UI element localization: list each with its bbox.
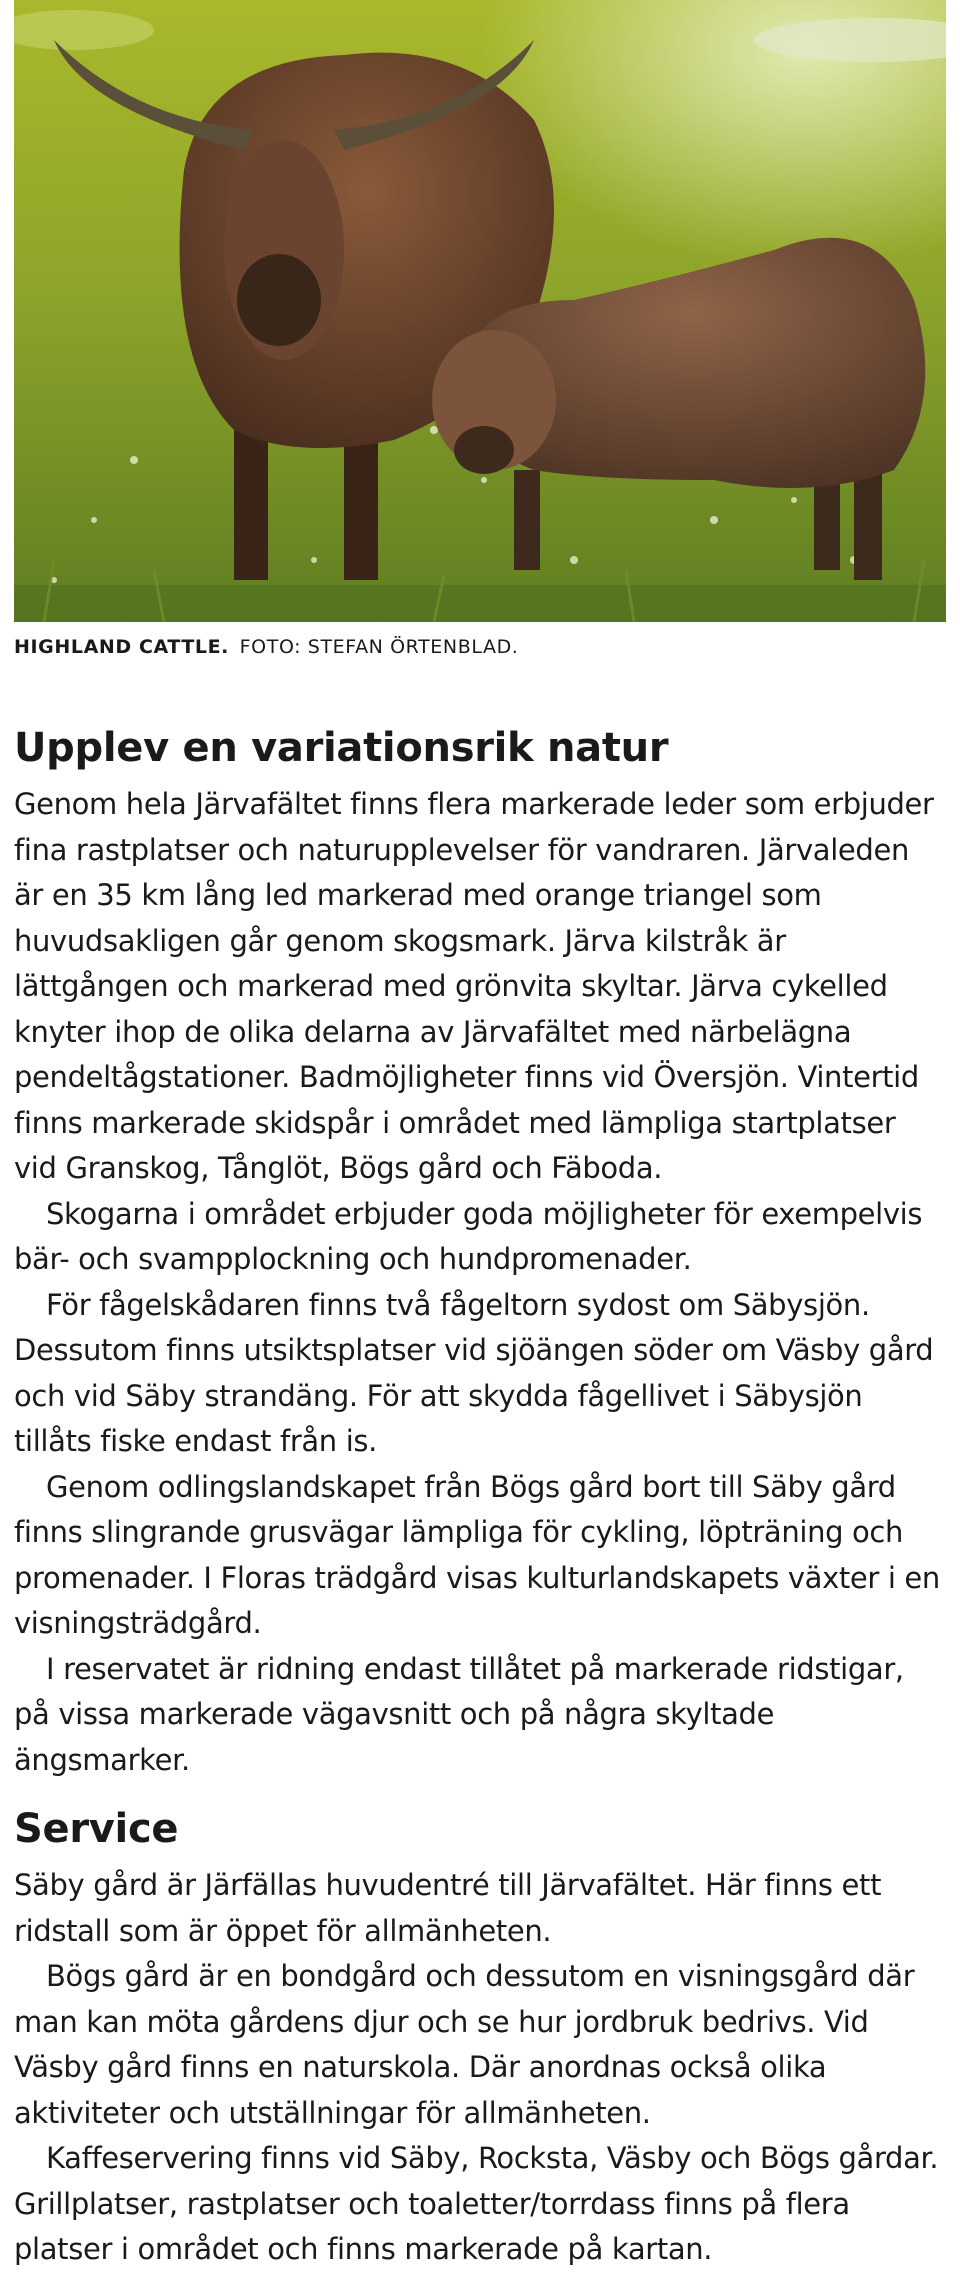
paragraph: Genom odlingslandskapet från Bögs gård bort till Säby gård finns slingrande grusvägar lämpliga för cykling, löpträning och promenader. I Floras trädgård visas kulturlandskapets växter i en visningsträdgård. <box>14 1469 940 1640</box>
paragraph: I reservatet är ridning endast tillåtet på markerade ridstigar, på vissa markerade vägavsnitt och på några skyltade ängsmarker. <box>14 1651 904 1777</box>
article-body <box>14 724 946 2273</box>
paragraph: Kaffeservering finns vid Säby, Rocksta, Väsby och Bögs gårdar. Grillplatser, rastplatser och toaletter/torrdass finns på flera platser i området och finns markerade på kartan. <box>14 2141 939 2266</box>
section-heading-nature: Upplev en variationsrik natur <box>14 725 669 771</box>
section-service <box>14 1805 946 2273</box>
section-heading-service: Service <box>14 1806 179 1852</box>
highland-cattle-photo <box>14 0 946 622</box>
paragraph: Säby gård är Järfällas huvudentré till Järvafältet. Här finns ett ridstall som är öppet för allmänheten. <box>14 1868 882 1948</box>
caption-credit: FOTO: STEFAN ÖRTENBLAD. <box>239 636 519 658</box>
photo-caption <box>14 636 944 658</box>
cattle-illustration <box>14 0 946 622</box>
paragraph: Bögs gård är en bondgård och dessutom en visningsgård där man kan möta gårdens djur och se hur jordbruk bedrivs. Vid Väsby gård finns en naturskola. Där anordnas också olika aktiviteter och utställningar för allmänheten. <box>14 1959 915 2130</box>
paragraph: För fågelskådaren finns två fågeltorn sydost om Säbysjön. Dessutom finns utsiktsplatser vid sjöängen söder om Väsby gård och vid Säby strandäng. För att skydda fågellivet i Säbysjön tillåts fiske endast från is. <box>14 1287 934 1458</box>
paragraph: Skogarna i området erbjuder goda möjligheter för exempelvis bär- och svampplockning och hundpromenader. <box>14 1196 923 1276</box>
section-nature <box>14 724 946 1783</box>
caption-title: HIGHLAND CATTLE. <box>14 636 230 658</box>
paragraph: Genom hela Järvafältet finns flera markerade leder som erbjuder fina rastplatser och naturupplevelser för vandraren. Järvaleden är en 35 km lång led markerad med orange triangel som huvudsakligen går genom skogsmark. Järva kilstråk är lättgången och markerad med grönvita skyltar. Järva cykelled knyter ihop de olika delarna av Järvafältet med närbelägna pendeltågstationer. Badmöjligheter finns vid Översjön. Vintertid finns markerade skidspår i området med lämpliga startplatser vid Granskog, Tånglöt, Bögs gård och Fäboda. <box>14 787 934 1185</box>
